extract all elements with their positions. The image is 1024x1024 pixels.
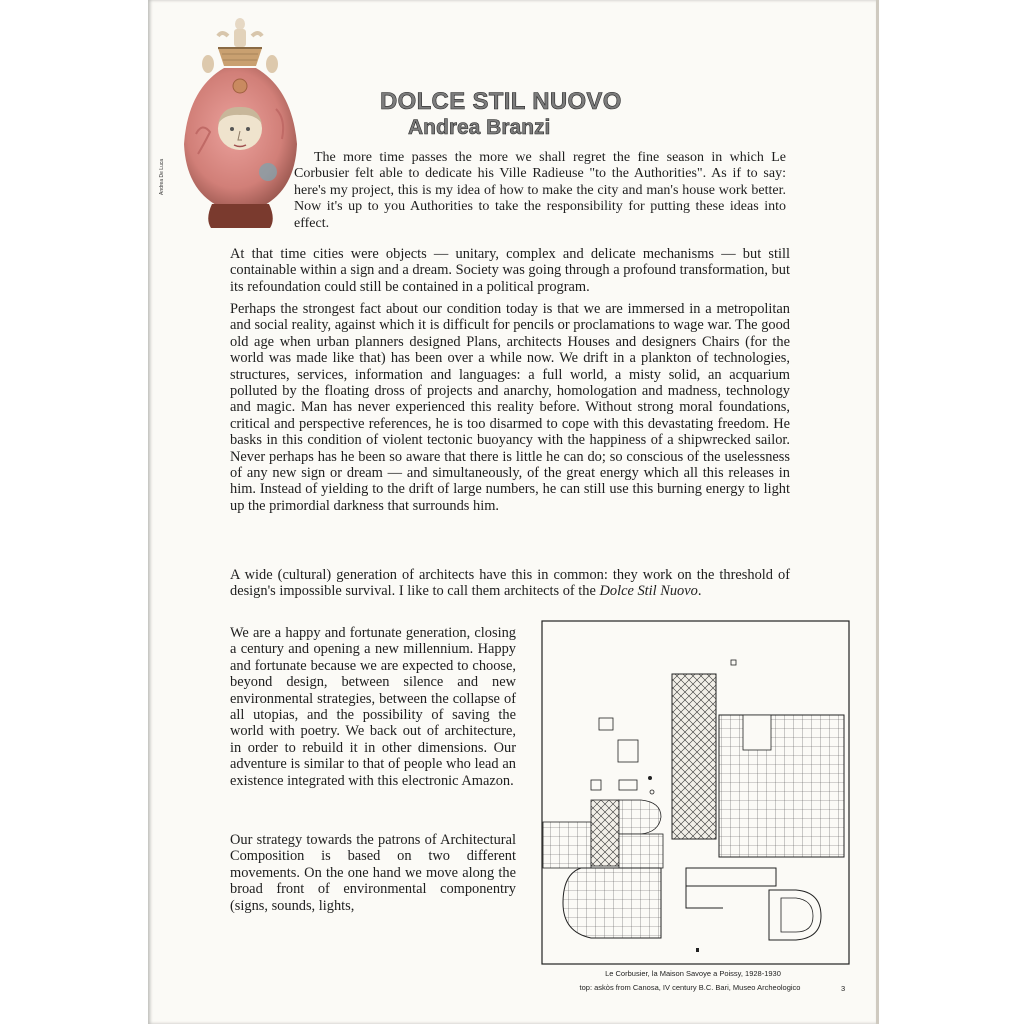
photo-credit: Andrea De Luca: [159, 158, 165, 195]
page-edge: [876, 0, 879, 1024]
paragraph-5: We are a happy and fortunate generation, closing a century and opening a new millennium. Happy and fortunate because we are expected to choose, beyond design, between silence and new environmental strategies, between the collapse of all utopias, and the possibility of saving the world with poetry. We back out of architecture, in order to rebuild it in other dimensions. Our adventure is similar to that of people who lead an existence integrated with this electronic Amazon.: [230, 625, 516, 789]
paragraph-4: [230, 567, 790, 600]
paragraph-4-end: .: [697, 583, 702, 600]
magazine-page: [148, 0, 876, 1024]
vase-illustration: [178, 14, 303, 234]
plan-caption: Le Corbusier, la Maison Savoye a Poissy, 1928-1930: [605, 969, 781, 978]
paragraph-4-italic: Dolce Stil Nuovo: [599, 583, 698, 600]
page-number: 3: [841, 984, 846, 993]
article-author: Andrea Branzi: [408, 116, 551, 139]
paragraph-3: Perhaps the strongest fact about our condition today is that we are immersed in a metropolitan and social reality, against which it is difficult for pencils or proclamations to wage war. The good old age when urban planners designed Plans, architects Houses and designers Chairs (for the world was made like that) has been over a while now. We drift in a plankton of technologies, structures, services, information and languages: a full world, a misty solid, an acquarium polluted by the floating dross of projects and anarchy, homologation and madness, technology and magic. Man has never experienced this reality before. Without strong moral foundations, critical and perspective references, he is too disarmed to cope with this devastating freedom. He basks in this condition of violent tectonic buoyancy with the happiness of a shipwrecked sailor. Never perhaps has he been so aware that there is little he can do; so conscious of the uselessness of any new sign or dream — and simultaneously, of the great energy which all this releases in him. Instead of yielding to the drift of large numbers, he can still use this burning energy to light up the primordial darkness that surrounds him.: [230, 301, 790, 514]
paragraph-1: The more time passes the more we shall regret the fine season in which Le Corbusier felt able to dedicate his Ville Radieuse "to the Authorities". As if to say: here's my project, this is my idea of how to make the city and man's house work better. Now it's up to you Authorities to take the responsibility for putting these ideas into effect.: [294, 150, 786, 231]
vase-caption: top: askòs from Canosa, IV century B.C. Bari, Museo Archeologico: [579, 983, 801, 992]
paragraph-2: At that time cities were objects — unitary, complex and delicate mechanisms — but still containable within a sign and a dream. Society was going through a profound transformation, but its refoundation could still be contained in a political program.: [230, 246, 790, 295]
floor-plan-illustration: [541, 620, 850, 965]
paragraph-4-text: A wide (cultural) generation of architects have this in common: they work on the threshold of design's impossible survival. I like to call them architects of the: [230, 567, 790, 600]
article-title: DOLCE STIL NUOVO: [380, 88, 622, 115]
paragraph-6: Our strategy towards the patrons of Architectural Composition is based on two different movements. On the one hand we move along the broad front of environmental componentry (signs, sounds, lights,: [230, 832, 516, 914]
